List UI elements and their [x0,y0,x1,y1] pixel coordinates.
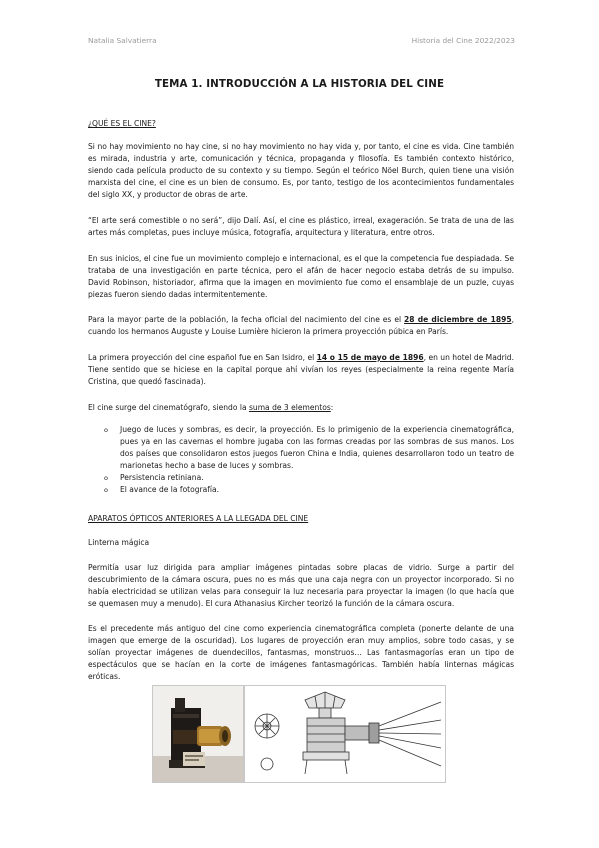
paragraph-text [88,314,514,338]
bullet-list [88,424,514,496]
list-item-text: Persistencia retiniana. [120,473,204,482]
p6-text-a: El cine surge del cinematógrafo, siendo la [88,403,249,412]
magic-lantern-engraving [244,685,446,783]
p5-text-b: , en un hotel de Madrid. Tiene sentido que se hiciese en la capital porque ahí vivían los reyes (especialmente la reina regente María Cristina, que quedó fascinada). [88,353,514,386]
elements-list [88,424,514,496]
p4-text-a: Para la mayor parte de la población, la fecha oficial del nacimiento del cine es el [88,315,405,324]
bullet-icon: o [104,426,108,434]
p4-date: 28 de diciembre de 1895 [404,315,512,324]
document-title: TEMA 1. INTRODUCCIÓN A LA HISTORIA DEL CINE [154,78,445,90]
section-heading-que-es-cine [88,118,514,130]
header-course: Historia del Cine 2022/2023 [411,36,515,45]
paragraph-6 [88,402,514,414]
paragraph-4 [88,314,514,338]
bullet-icon: o [104,486,108,494]
p5-text-a: La primera proyección del cine español fue en San Isidro, el [88,353,317,362]
p4-text-b: , cuando los hermanos Auguste y Louise Lumière hicieron la primera proyección púbica en París. [88,315,514,336]
p5-date: 14 o 15 de mayo de 1896 [316,353,424,362]
paragraph-text [88,402,514,414]
subheading-linterna [88,537,514,549]
paragraph-text: “El arte será comestible o no será”, dijo Dalí. Así, el cine es plástico, irreal, exageración. Se trata de una de las artes más completas, pues incluye música, fotografía, arquitectura y literatura, entre otros. [88,216,514,237]
paragraph-2 [88,215,514,239]
paragraph-3 [88,253,514,301]
magic-lantern-photo [152,685,244,783]
list-item-text: Juego de luces y sombras, es decir, la proyección. Es lo primigenio de la experiencia cinematográfica, pues ya en las cavernas el hombre jugaba con las formas creadas por las sombras de sus manos. Los dos países que consolidaron estos juegos fueron China e India, quienes desarrollaron todo un teatro de marionetas hecho a base de luces y sombras. [120,425,514,470]
bullet-icon: o [104,474,108,482]
list-item [88,484,514,496]
list-item-text: El avance de la fotografía. [120,485,220,494]
magic-lantern-engraving-icon [245,686,445,782]
paragraph-text: En sus inicios, el cine fue un movimiento complejo e internacional, es el que la competencia fue despiadada. Se trataba de una investigación en parte técnica, pero el afán de hacer negocio estaba detrás de su impulso. David Robinson, historiador, afirma que la imagen en movimiento fue como el ensamblaje de un puzle, cuyas piezas fueron siendo dadas intermitentemente. [88,254,514,299]
header-author: Natalia Salvatierra [88,36,157,45]
paragraph-text: Permitía usar luz dirigida para ampliar imágenes pintadas sobre placas de vidrio. Surge a partir del descubrimiento de la cámara oscura, pues no es más que una caja negra con un proyector incorporado. Si no había electricidad se utilizan velas para conseguir la luz necesaria para proyectar la imagen (lo que hacía que se quemasen muy a menudo). El cura Athanasius Kircher teorizó la función de la cámara oscura. [88,563,514,608]
list-item [88,424,514,472]
list-item [88,472,514,484]
paragraph-text: Si no hay movimiento no hay cine, si no hay movimiento no hay vida y, por tanto, el cine es vida. Cine también es mirada, industria y arte, comunicación y técnica, propaganda y filosofía. Es también contexto histórico, siendo cada película producto de su contexto y su tiempo. Según el teórico Nöel Burch, quien tiene una visión marxista del cine, el cine es un bien de consumo. Es, por tanto, testigo de los acontecimientos fundamentales del siglo XX, y productor de obras de arte. [88,142,514,199]
paragraph-7 [88,562,514,610]
paragraph-5 [88,352,514,388]
subheading-text: Linterna mágica [88,538,150,547]
p6-underlined: suma de 3 elementos [248,403,331,412]
paragraph-8 [88,623,514,683]
magic-lantern-photo-icon [153,686,243,782]
page-header [88,36,515,48]
paragraph-1 [88,141,514,201]
figures-row [152,685,452,783]
paragraph-text [88,352,514,388]
section-heading-text: ¿QUÉ ES EL CINE? [88,119,156,128]
section-heading-aparatos [88,513,514,525]
paragraph-text: Es el precedente más antiguo del cine como experiencia cinematográfica completa (ponerte delante de una imagen que emerge de la oscuridad). Los lugares de proyección eran muy amplios, sobre todo casas, y se solían proyectar imágenes de duendecillos, fantasmas, monstruos… Las fantasmagorías eran un tipo de espectáculos que se hacían en la corte de imágenes fantasmagóricas. También había linternas mágicas eróticas. [88,624,514,681]
p6-text-b: : [330,403,334,412]
section-heading-text: APARATOS ÓPTICOS ANTERIORES A LA LLEGADA DEL CINE [88,514,309,523]
